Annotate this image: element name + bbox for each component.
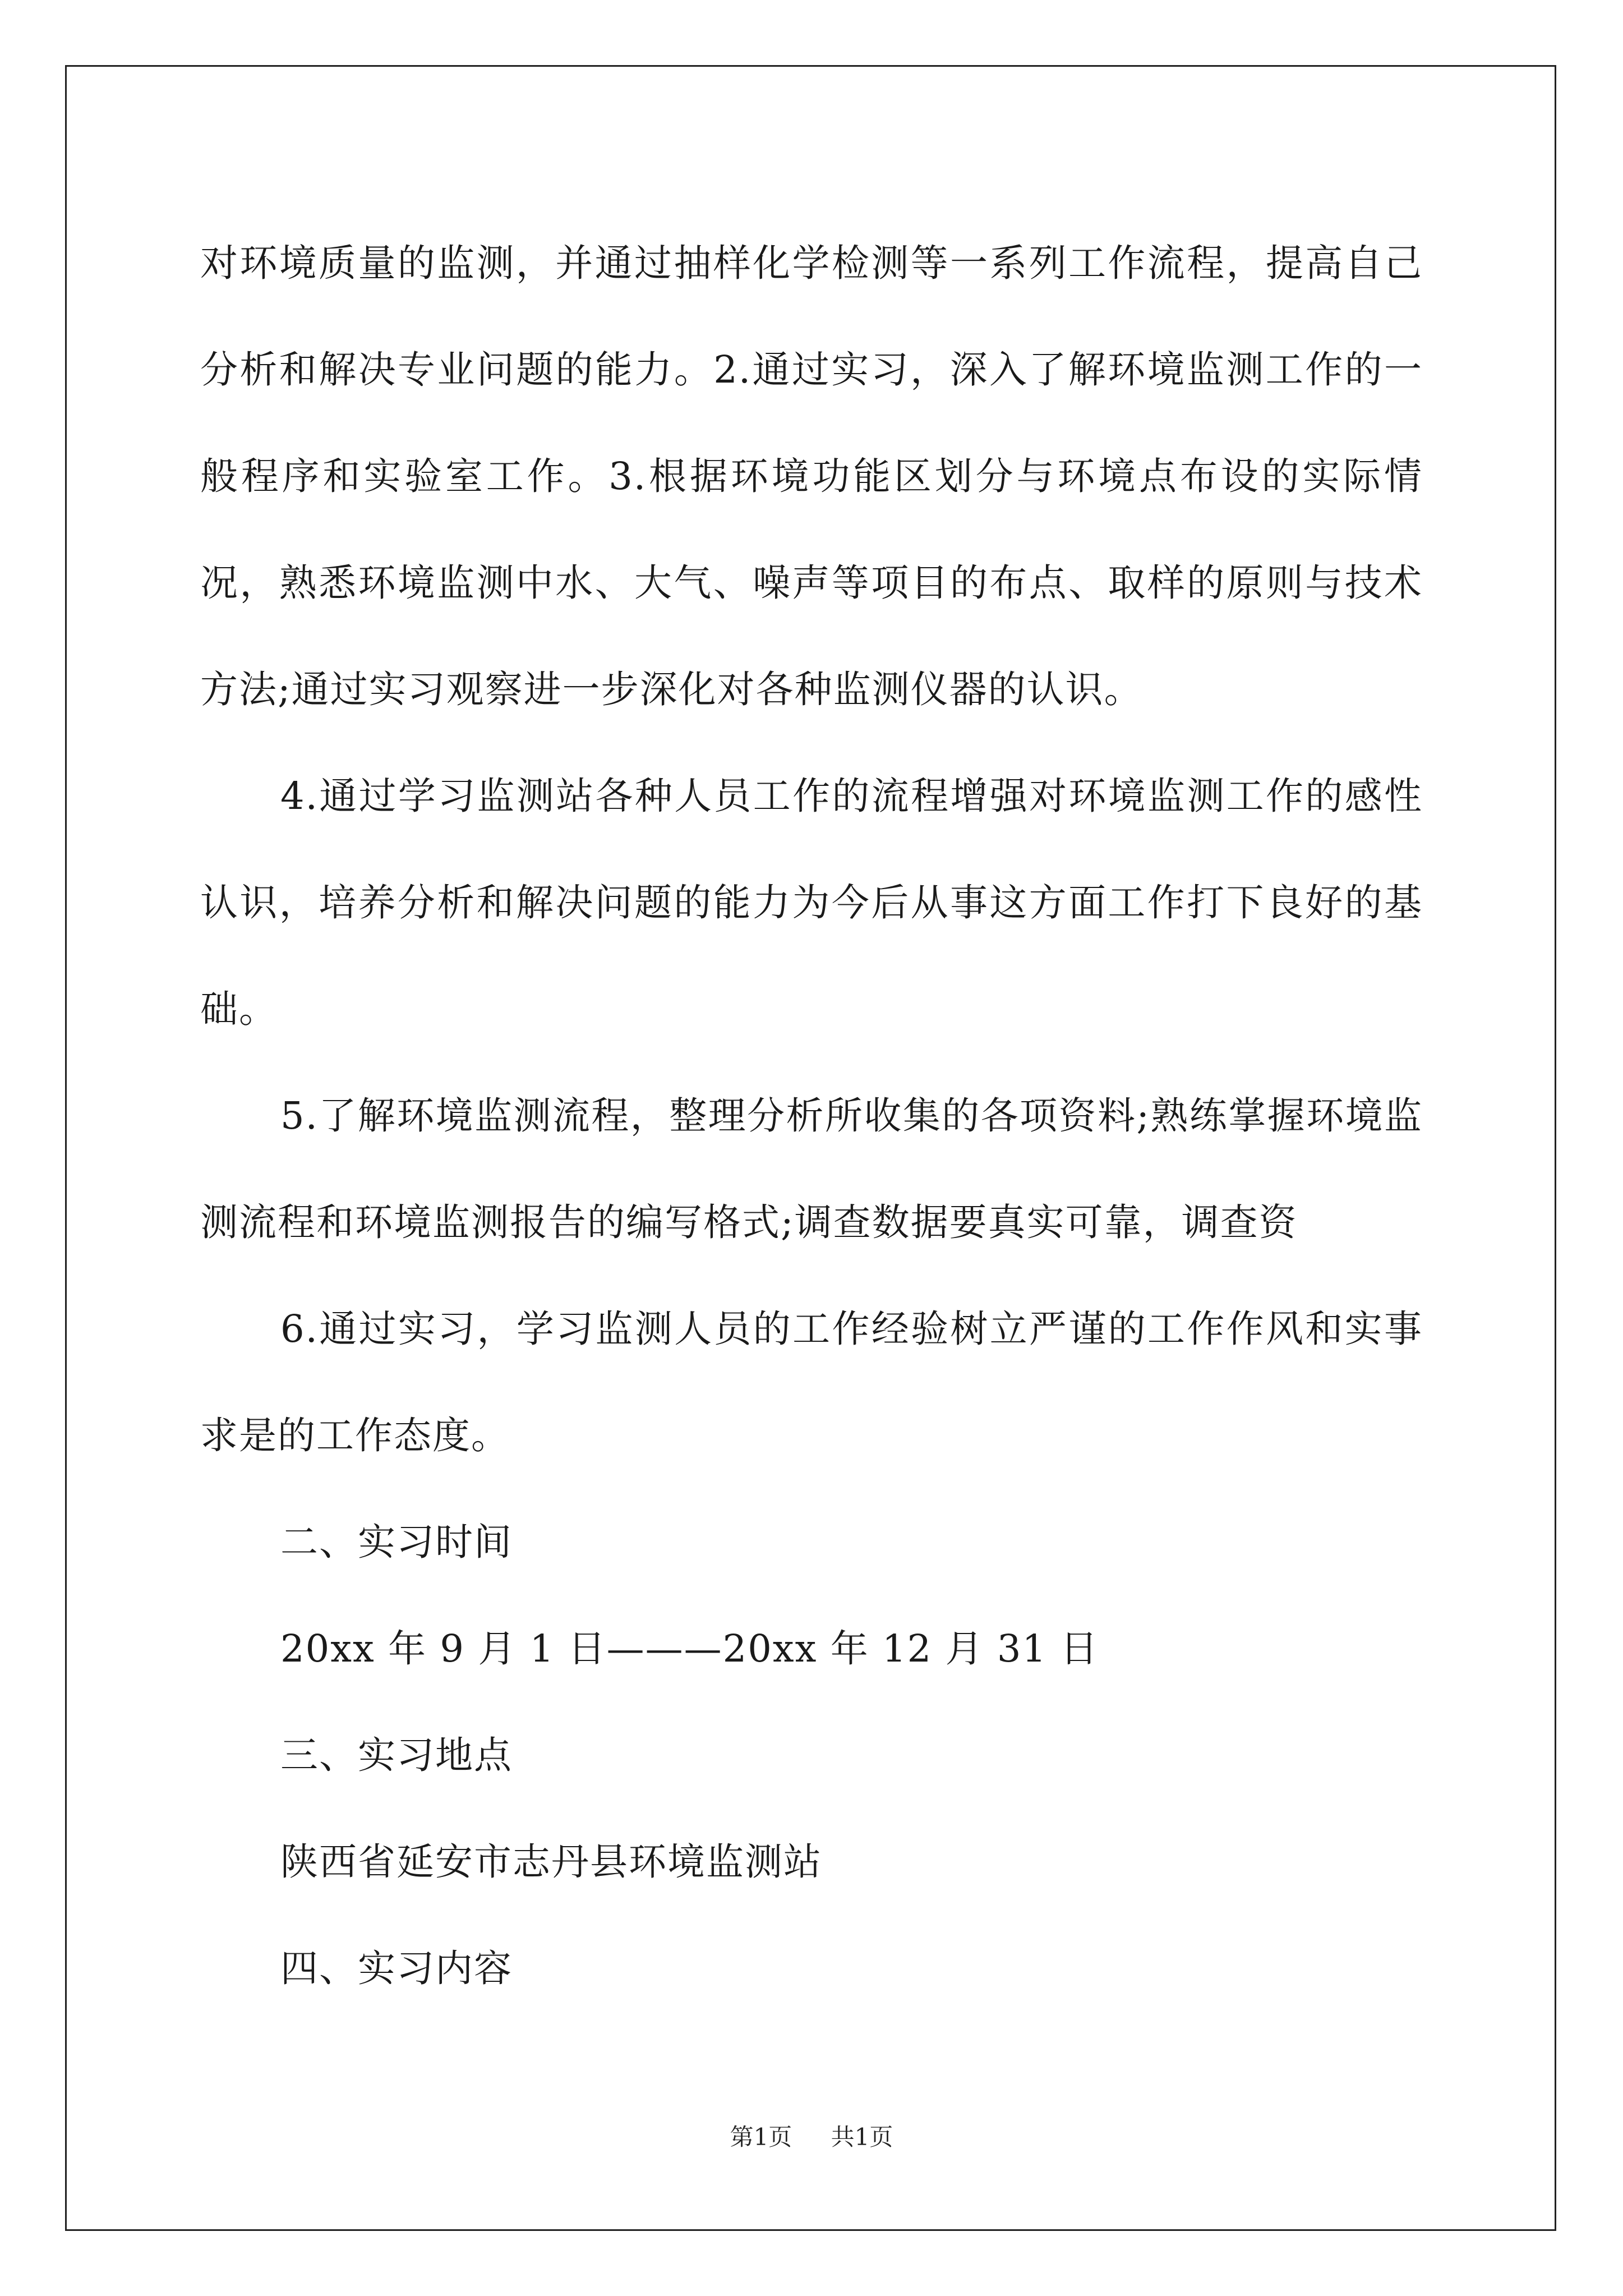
page-number-total: 共1页 — [831, 2123, 893, 2151]
paragraph-objective-5: 5.了解环境监测流程，整理分析所收集的各项资料;熟练掌握环境监测流程和环境监测报告的编写格式;调查数据要真实可靠，调查资 — [200, 1094, 1423, 1244]
section-heading-internship-location: 三、实习地点 — [280, 1733, 513, 1777]
internship-location: 陕西省延安市志丹县环境监测站 — [280, 1840, 822, 1884]
page-footer — [0, 2120, 1623, 2154]
page-number-current: 第1页 — [730, 2123, 792, 2151]
section-heading-internship-content: 四、实习内容 — [280, 1947, 513, 1990]
document-body — [200, 210, 1423, 2022]
paragraph-objective-6: 6.通过实习，学习监测人员的工作经验树立严谨的工作作风和实事求是的工作态度。 — [200, 1307, 1423, 1457]
internship-date-range: 20xx 年 9 月 1 日———20xx 年 12 月 31 日 — [280, 1627, 1099, 1671]
paragraph-objective-4: 4.通过学习监测站各种人员工作的流程增强对环境监测工作的感性认识，培养分析和解决问题的能力为今后从事这方面工作打下良好的基础。 — [200, 774, 1423, 1031]
section-heading-internship-time: 二、实习时间 — [280, 1520, 513, 1564]
paragraph-objectives-1-3: 对环境质量的监测，并通过抽样化学检测等一系列工作流程，提高自己分析和解决专业问题的能力。2.通过实习，深入了解环境监测工作的一般程序和实验室工作。3.根据环境功能区划分与环境点布设的实际情况，熟悉环境监测中水、大气、噪声等项目的布点、取样的原则与技术方法;通过实习观察进一步深化对各种监测仪器的认识。 — [200, 241, 1423, 711]
